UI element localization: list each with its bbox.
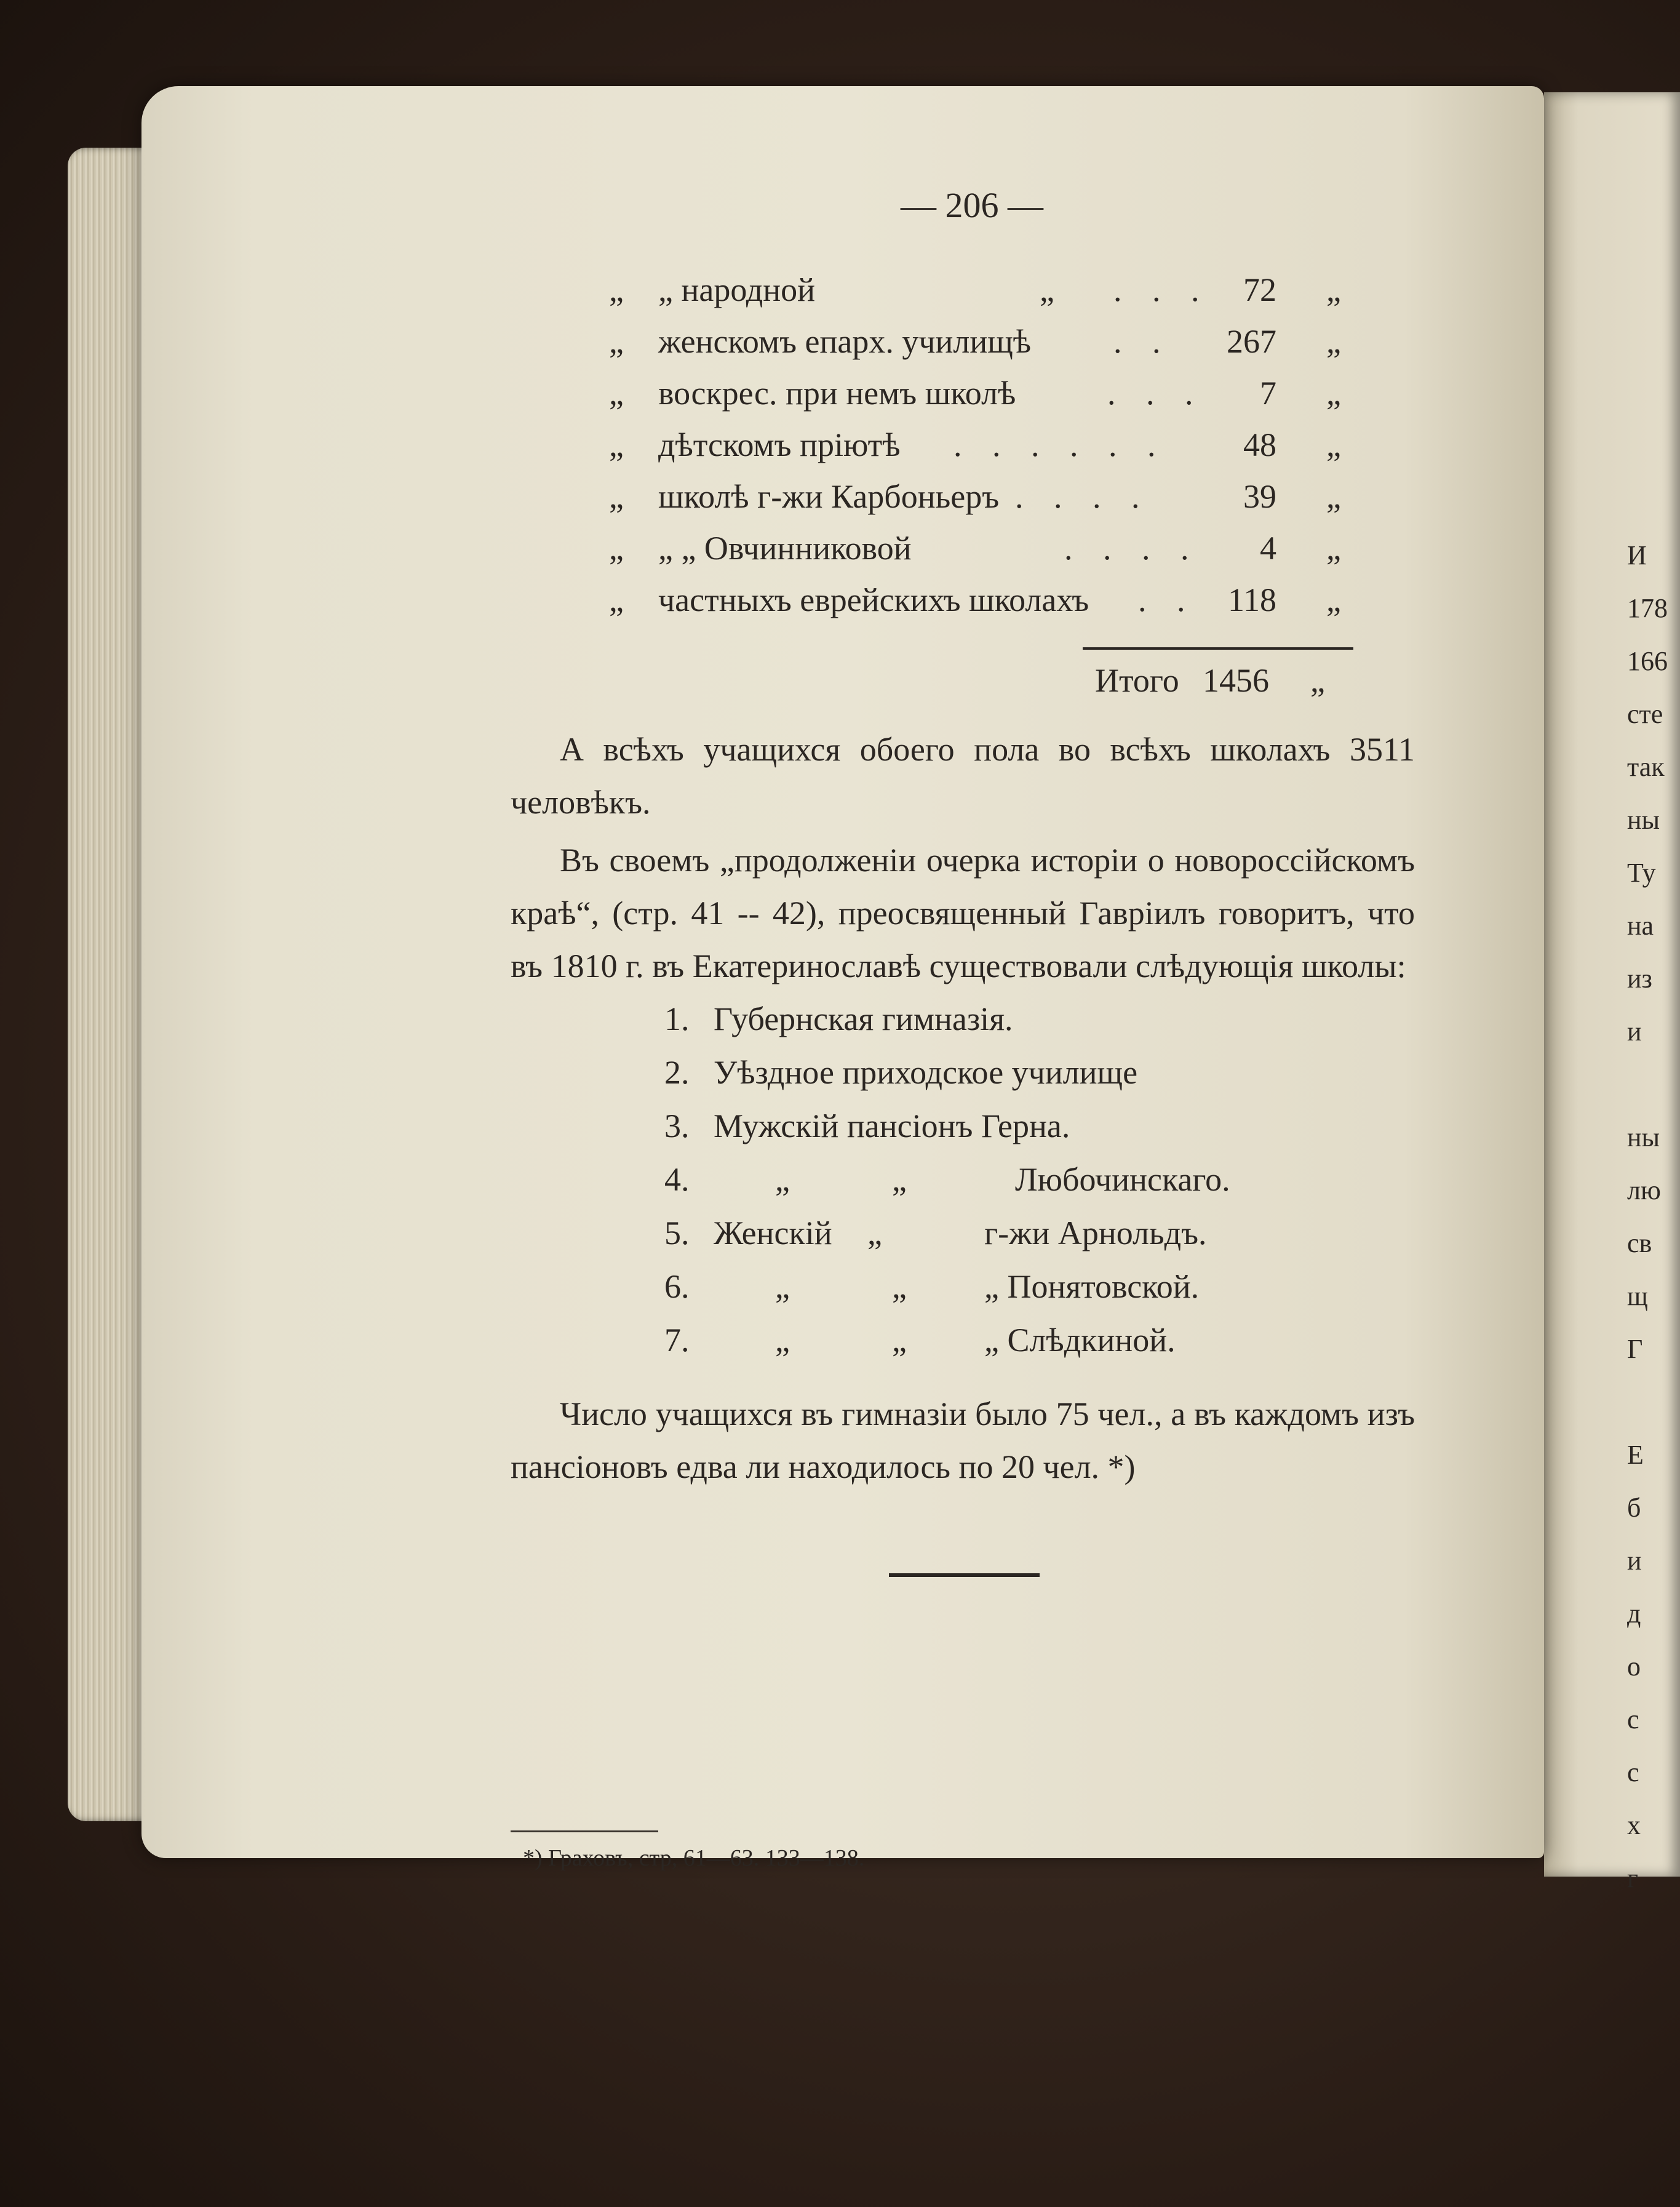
row-ditto-tail: „ bbox=[1326, 271, 1341, 308]
section-divider bbox=[889, 1573, 1040, 1577]
next-page-fragment: г bbox=[1627, 1863, 1639, 1893]
table-row bbox=[609, 477, 1360, 529]
table-row bbox=[609, 322, 1360, 374]
school-ditto: „ bbox=[892, 1322, 907, 1359]
next-page-fragment: так bbox=[1627, 752, 1665, 782]
table-row bbox=[609, 271, 1360, 322]
next-page-fragment: из bbox=[1627, 964, 1652, 994]
school-owner: Любочинскаго. bbox=[1015, 1161, 1230, 1198]
school-number: 4. bbox=[664, 1161, 690, 1198]
school-name: Мужскій пансіонъ Герна. bbox=[714, 1107, 1070, 1144]
row-ditto-tail: „ bbox=[1326, 323, 1341, 360]
row-value: 7 bbox=[1260, 375, 1276, 412]
school-ditto: „ bbox=[892, 1268, 907, 1305]
next-page-fragment: и bbox=[1627, 1016, 1642, 1047]
school-name: Губернская гимназія. bbox=[714, 1000, 1013, 1037]
school-ditto: „ bbox=[775, 1268, 790, 1305]
next-page-fragment: ны bbox=[1627, 1122, 1660, 1152]
next-page-fragment: 166 bbox=[1627, 646, 1668, 676]
row-value: 118 bbox=[1228, 581, 1276, 618]
next-page-fragment: 178 bbox=[1627, 593, 1668, 623]
next-page-fragment bbox=[1627, 1058, 1680, 1111]
row-ditto-mark: „ bbox=[609, 581, 624, 618]
row-ditto-mark: „ bbox=[609, 271, 624, 308]
school-ditto: „ bbox=[892, 1161, 907, 1198]
paragraph-gavriil: Въ своемъ „продолженіи очерка исторіи о новороссійскомъ краѣ“, (стр. 41 -- 42), преосвященный Гавріилъ говоритъ, что въ 1810 г. въ Екатеринославѣ существовали слѣдующія школы: bbox=[511, 842, 1415, 984]
row-ditto-mark: „ bbox=[609, 478, 624, 515]
school-ditto: „ bbox=[867, 1215, 882, 1251]
next-page-fragment bbox=[1627, 1376, 1680, 1429]
row-label: женскомъ епарх. училищѣ bbox=[658, 323, 1032, 360]
next-page-fragment: с bbox=[1627, 1757, 1639, 1787]
row-label: частныхъ еврейскихъ школахъ bbox=[658, 581, 1089, 618]
table-row bbox=[609, 374, 1360, 426]
row-leader-dots: . . bbox=[1113, 323, 1172, 360]
row-leader-dots: . . . . . . bbox=[953, 426, 1167, 463]
school-item bbox=[664, 1160, 1403, 1214]
school-item bbox=[664, 1267, 1403, 1321]
row-value: 48 bbox=[1243, 426, 1276, 463]
row-ditto-mark: „ bbox=[609, 375, 624, 412]
footnote: *) Граховъ, стр, 61—63. 133—138. bbox=[523, 1845, 865, 1871]
row-ditto-tail: „ bbox=[1326, 530, 1341, 567]
row-value: 4 bbox=[1260, 530, 1276, 567]
school-number: 6. bbox=[664, 1268, 690, 1305]
next-page-fragment: ны bbox=[1627, 805, 1660, 835]
row-ditto-mark: „ bbox=[609, 426, 624, 463]
page-number: — 206 — bbox=[901, 185, 1043, 225]
paragraph-total-students: А всѣхъ учащихся обоего пола во всѣхъ школахъ 3511 человѣкъ. bbox=[511, 731, 1415, 821]
row-label: „ „ Овчинниковой bbox=[658, 530, 912, 567]
paragraph-student-counts: Число учащихся въ гимназіи было 75 чел., а въ каждомъ изъ пансіоновъ едва ли находилось по 20 чел. *) bbox=[511, 1395, 1415, 1485]
table-row bbox=[609, 581, 1360, 633]
row-value: 39 bbox=[1243, 478, 1276, 515]
next-page-fragment: лю bbox=[1627, 1175, 1661, 1205]
school-owner: „ Слѣдкиной. bbox=[984, 1322, 1176, 1359]
next-page-fragment: с bbox=[1627, 1704, 1639, 1734]
schools-list bbox=[664, 1000, 1403, 1375]
school-item bbox=[664, 1107, 1403, 1160]
row-ditto-mark: „ bbox=[609, 530, 624, 567]
row-ditto-tail: „ bbox=[1326, 426, 1341, 463]
school-item bbox=[664, 1053, 1403, 1107]
school-number: 1. bbox=[664, 1000, 690, 1037]
next-page-fragment: св bbox=[1627, 1228, 1652, 1258]
school-number: 2. bbox=[664, 1054, 690, 1091]
row-value: 72 bbox=[1243, 271, 1276, 308]
school-item bbox=[664, 1321, 1403, 1375]
school-name: Уѣздное приходское училище bbox=[714, 1054, 1138, 1091]
next-page-fragment: щ bbox=[1627, 1281, 1648, 1311]
enrollment-table bbox=[609, 271, 1360, 633]
school-owner: „ Понятовской. bbox=[984, 1268, 1200, 1305]
next-page-fragment: Е bbox=[1627, 1440, 1644, 1470]
row-leader-dots: . . bbox=[1138, 581, 1196, 618]
row-value: 267 bbox=[1227, 323, 1276, 360]
row-leader-dots: . . . . bbox=[1064, 530, 1200, 567]
next-page-text-fragments bbox=[1627, 529, 1680, 1905]
next-page-fragment: Ту bbox=[1627, 858, 1656, 888]
next-page-fragment: д bbox=[1627, 1598, 1641, 1629]
row-ditto-mark: „ bbox=[609, 323, 624, 360]
next-page-fragment: на bbox=[1627, 911, 1654, 941]
next-page-fragment: б bbox=[1627, 1493, 1641, 1523]
next-page-fragment: И bbox=[1627, 540, 1647, 570]
row-mid-ditto: „ bbox=[1040, 271, 1054, 308]
row-ditto-tail: „ bbox=[1326, 375, 1341, 412]
school-owner: г-жи Арнольдъ. bbox=[984, 1215, 1207, 1251]
school-number: 5. bbox=[664, 1215, 690, 1251]
next-page-fragment: о bbox=[1627, 1651, 1641, 1682]
next-page-fragment: сте bbox=[1627, 699, 1663, 729]
row-leader-dots: . . . bbox=[1113, 271, 1211, 308]
next-page-fragment: х bbox=[1627, 1810, 1641, 1840]
school-ditto: „ bbox=[775, 1161, 790, 1198]
school-type: Женскій bbox=[714, 1215, 832, 1251]
total-rule bbox=[1083, 647, 1353, 650]
total-ditto: „ bbox=[1310, 662, 1325, 699]
total-label: Итого bbox=[1095, 662, 1179, 699]
school-number: 7. bbox=[664, 1322, 690, 1359]
next-page-fragment: Г bbox=[1627, 1334, 1643, 1364]
row-label: дѣтскомъ пріютѣ bbox=[658, 426, 901, 463]
footnote-rule bbox=[511, 1830, 658, 1832]
table-row bbox=[609, 529, 1360, 581]
school-number: 3. bbox=[664, 1107, 690, 1144]
row-leader-dots: . . . bbox=[1107, 375, 1204, 412]
school-ditto: „ bbox=[775, 1322, 790, 1359]
row-ditto-tail: „ bbox=[1326, 581, 1341, 618]
row-leader-dots: . . . . bbox=[1015, 478, 1151, 515]
table-row bbox=[609, 426, 1360, 477]
row-ditto-tail: „ bbox=[1326, 478, 1341, 515]
row-label: „ народной bbox=[658, 271, 816, 308]
school-item bbox=[664, 1000, 1403, 1053]
total-value: 1456 bbox=[1203, 662, 1269, 699]
next-page-fragment: и bbox=[1627, 1546, 1642, 1576]
row-label: школѣ г-жи Карбоньеръ bbox=[658, 478, 1000, 515]
school-item bbox=[664, 1214, 1403, 1267]
row-label: воскрес. при немъ школѣ bbox=[658, 375, 1016, 412]
